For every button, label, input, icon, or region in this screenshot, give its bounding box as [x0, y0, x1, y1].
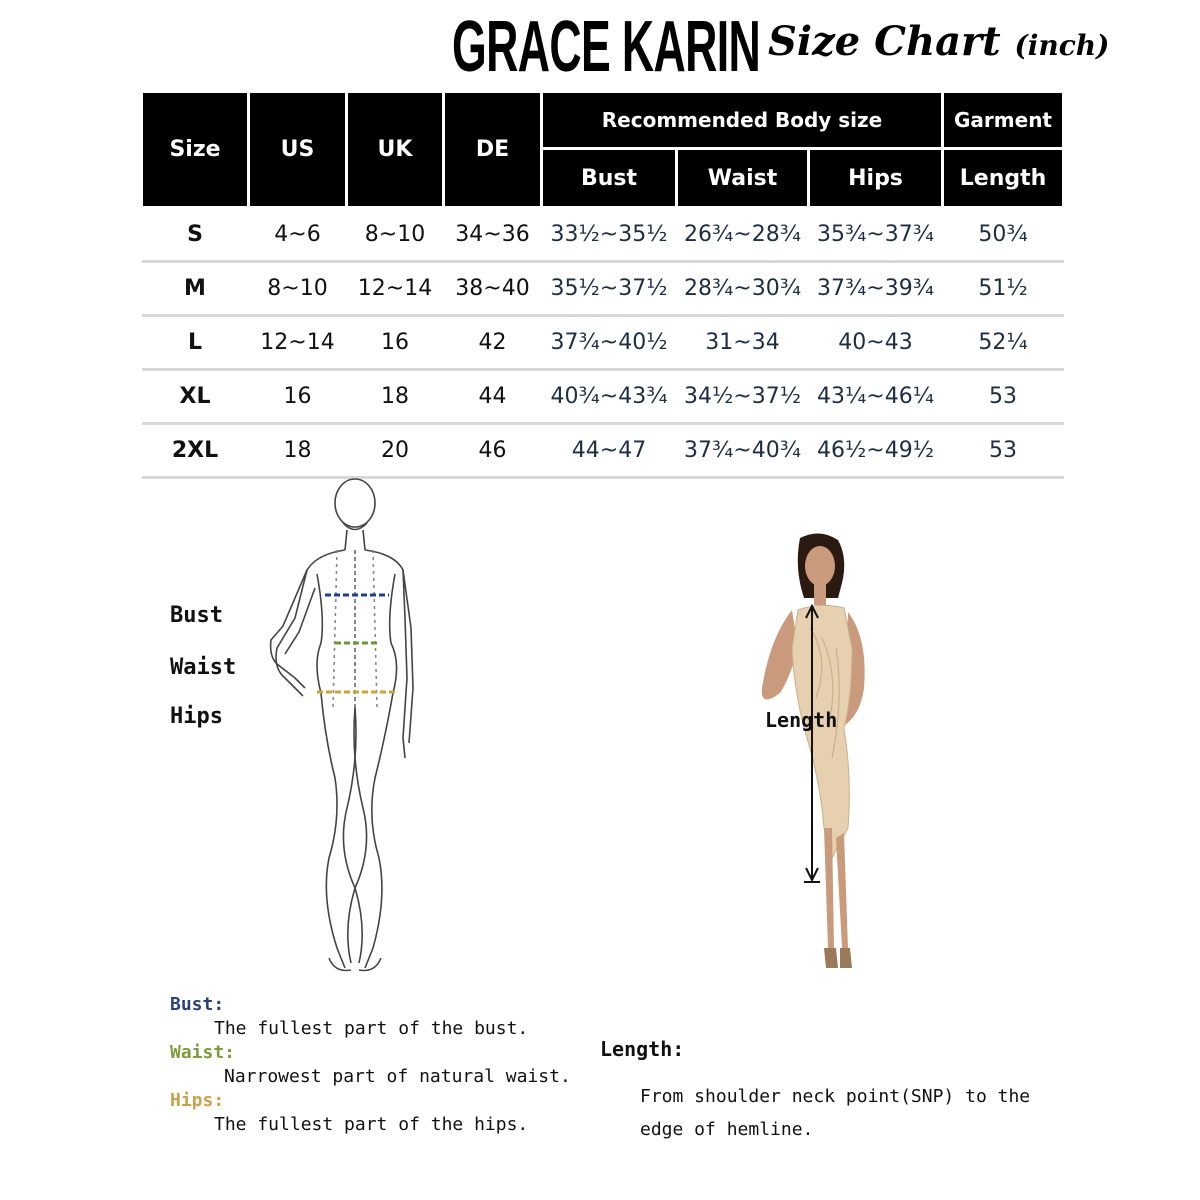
length-def-title: Length: [600, 1037, 685, 1061]
cell-bust: 40¾~43¾ [542, 370, 677, 424]
header-garment: Garment [943, 92, 1064, 149]
title-text: Size Chart [768, 18, 1001, 65]
cell-size: 2XL [142, 424, 249, 478]
cell-length: 52¼ [943, 316, 1064, 370]
cell-bust: 44~47 [542, 424, 677, 478]
cell-size: L [142, 316, 249, 370]
cell-waist: 28¾~30¾ [677, 262, 809, 316]
cell-waist: 31~34 [677, 316, 809, 370]
cell-de: 42 [444, 316, 542, 370]
header-waist: Waist [677, 149, 809, 208]
cell-uk: 12~14 [347, 262, 444, 316]
cell-size: S [142, 208, 249, 262]
cell-us: 4~6 [249, 208, 347, 262]
cell-uk: 20 [347, 424, 444, 478]
cell-hips: 46½~49½ [809, 424, 943, 478]
brand-logo: GRACE KARIN [452, 7, 761, 87]
header-de: DE [444, 92, 542, 208]
cell-size: XL [142, 370, 249, 424]
cell-hips: 43¼~46¼ [809, 370, 943, 424]
hips-def-title: Hips: [170, 1090, 225, 1111]
header-size: Size [142, 92, 249, 208]
cell-length: 50¾ [943, 208, 1064, 262]
table-row [142, 262, 1064, 316]
cell-uk: 8~10 [347, 208, 444, 262]
cell-uk: 18 [347, 370, 444, 424]
length-def-text: From shoulder neck point(SNP) to the edge of hemline. [640, 1086, 1031, 1140]
bust-def-title: Bust: [170, 994, 225, 1015]
cell-size: M [142, 262, 249, 316]
figure-label-length: Length [765, 708, 838, 732]
figure-label-waist: Waist [170, 655, 237, 680]
bust-def-text: The fullest part of the bust. [214, 1018, 529, 1039]
table-row [142, 424, 1064, 478]
cell-us: 8~10 [249, 262, 347, 316]
hips-def-text: The fullest part of the hips. [214, 1114, 529, 1135]
cell-de: 38~40 [444, 262, 542, 316]
cell-uk: 16 [347, 316, 444, 370]
table-row [142, 208, 1064, 262]
waist-def-title: Waist: [170, 1042, 236, 1063]
cell-length: 51½ [943, 262, 1064, 316]
cell-waist: 37¾~40¾ [677, 424, 809, 478]
cell-waist: 26¾~28¾ [677, 208, 809, 262]
table-row [142, 370, 1064, 424]
cell-hips: 40~43 [809, 316, 943, 370]
header-uk: UK [347, 92, 444, 208]
cell-us: 16 [249, 370, 347, 424]
cell-de: 34~36 [444, 208, 542, 262]
header-bust: Bust [542, 149, 677, 208]
cell-length: 53 [943, 424, 1064, 478]
cell-length: 53 [943, 370, 1064, 424]
cell-bust: 35½~37½ [542, 262, 677, 316]
mannequin-sketch [255, 478, 435, 978]
header-recommended-body-size: Recommended Body size [542, 92, 943, 149]
cell-us: 12~14 [249, 316, 347, 370]
figure-label-hips: Hips [170, 704, 223, 729]
cell-waist: 34½~37½ [677, 370, 809, 424]
model-photo [740, 528, 880, 978]
cell-de: 46 [444, 424, 542, 478]
unit-text: (inch) [1014, 29, 1110, 62]
cell-de: 44 [444, 370, 542, 424]
header-length: Length [943, 149, 1064, 208]
cell-hips: 37¾~39¾ [809, 262, 943, 316]
waist-def-text: Narrowest part of natural waist. [224, 1066, 571, 1087]
cell-bust: 37¾~40½ [542, 316, 677, 370]
size-table [140, 90, 1065, 479]
header-hips: Hips [809, 149, 943, 208]
table-row [142, 316, 1064, 370]
cell-bust: 33½~35½ [542, 208, 677, 262]
header-us: US [249, 92, 347, 208]
cell-hips: 35¾~37¾ [809, 208, 943, 262]
size-chart-title [768, 18, 1109, 65]
cell-us: 18 [249, 424, 347, 478]
figure-label-bust: Bust [170, 603, 223, 628]
